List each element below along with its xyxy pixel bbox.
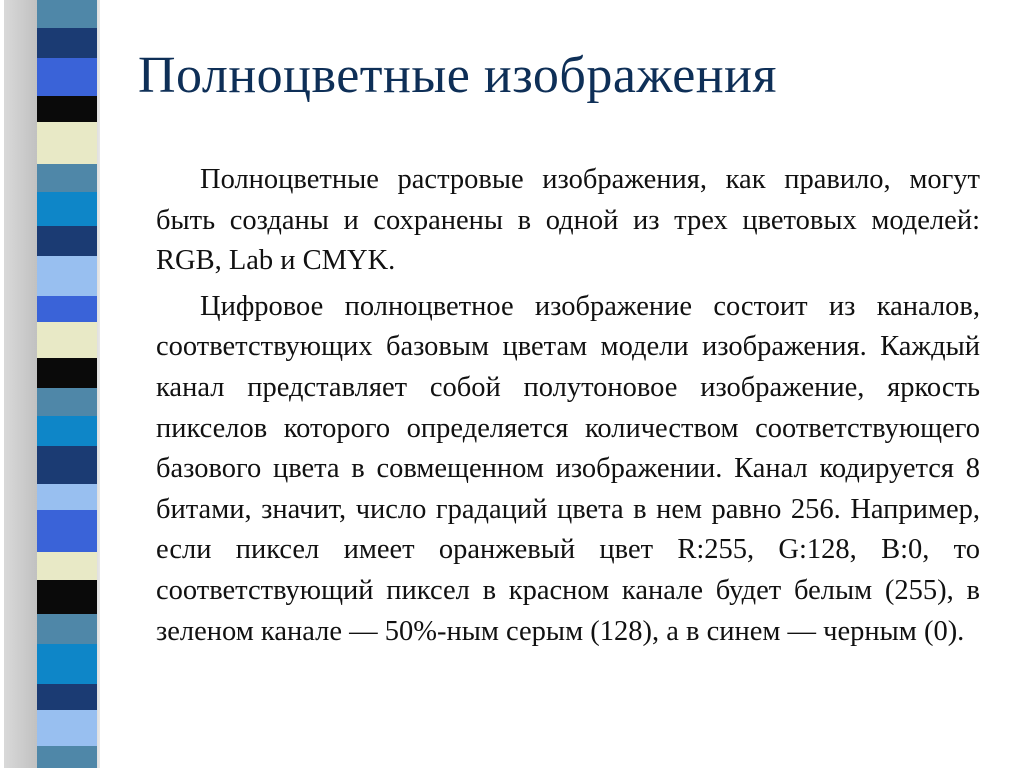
stripe-band	[37, 580, 97, 614]
stripe-band	[37, 192, 97, 226]
stripe-band	[37, 484, 97, 510]
stripe-band	[37, 644, 97, 684]
stripe-band	[37, 416, 97, 446]
paragraph-color-models: Полноцветные растровые изображения, как правило, могут быть созданы и сохранены в одной из трех цветовых моделей: RGB, Lab и CMYK.	[156, 164, 980, 277]
stripe-band	[37, 28, 97, 58]
stripe-band	[37, 256, 97, 296]
stripe-band	[37, 358, 97, 388]
slide-title: Полноцветные изображения	[138, 47, 777, 104]
stripe-band	[37, 122, 97, 164]
stripe-band	[37, 226, 97, 256]
decorative-stripe-bar	[0, 0, 110, 768]
paragraph-channels: Цифровое полноцветное изображение состоит из каналов, соответствующих базовым цветам модели изображения. Каждый канал представляет собой полутоновое изображение, яркость пикселов которого определяется количеством соответствующего базового цвета в совмещенном изображении. Канал кодируется 8 битами, значит, число градаций цвета в нем равно 256. Например, если пиксел имеет оранжевый цвет R:255, G:128, B:0, то соответствующий пиксел в красном канале будет белым (255), в зеленом канале — 50%-ным серым (128), а в синем — черным (0).	[156, 290, 980, 647]
slide-body	[156, 160, 980, 657]
stripe-band	[37, 296, 97, 322]
stripe-band	[37, 96, 97, 122]
stripe-band	[37, 0, 97, 28]
stripe-band	[37, 710, 97, 746]
stripe-band	[37, 746, 97, 768]
stripe-band	[37, 510, 97, 552]
stripe-band	[37, 684, 97, 710]
color-stripe	[37, 0, 97, 768]
stripe-band	[37, 388, 97, 416]
stripe-band	[37, 322, 97, 358]
stripe-band	[37, 164, 97, 192]
stripe-band	[37, 58, 97, 96]
stripe-band	[37, 552, 97, 580]
stripe-band	[37, 446, 97, 484]
stripe-band	[37, 614, 97, 644]
